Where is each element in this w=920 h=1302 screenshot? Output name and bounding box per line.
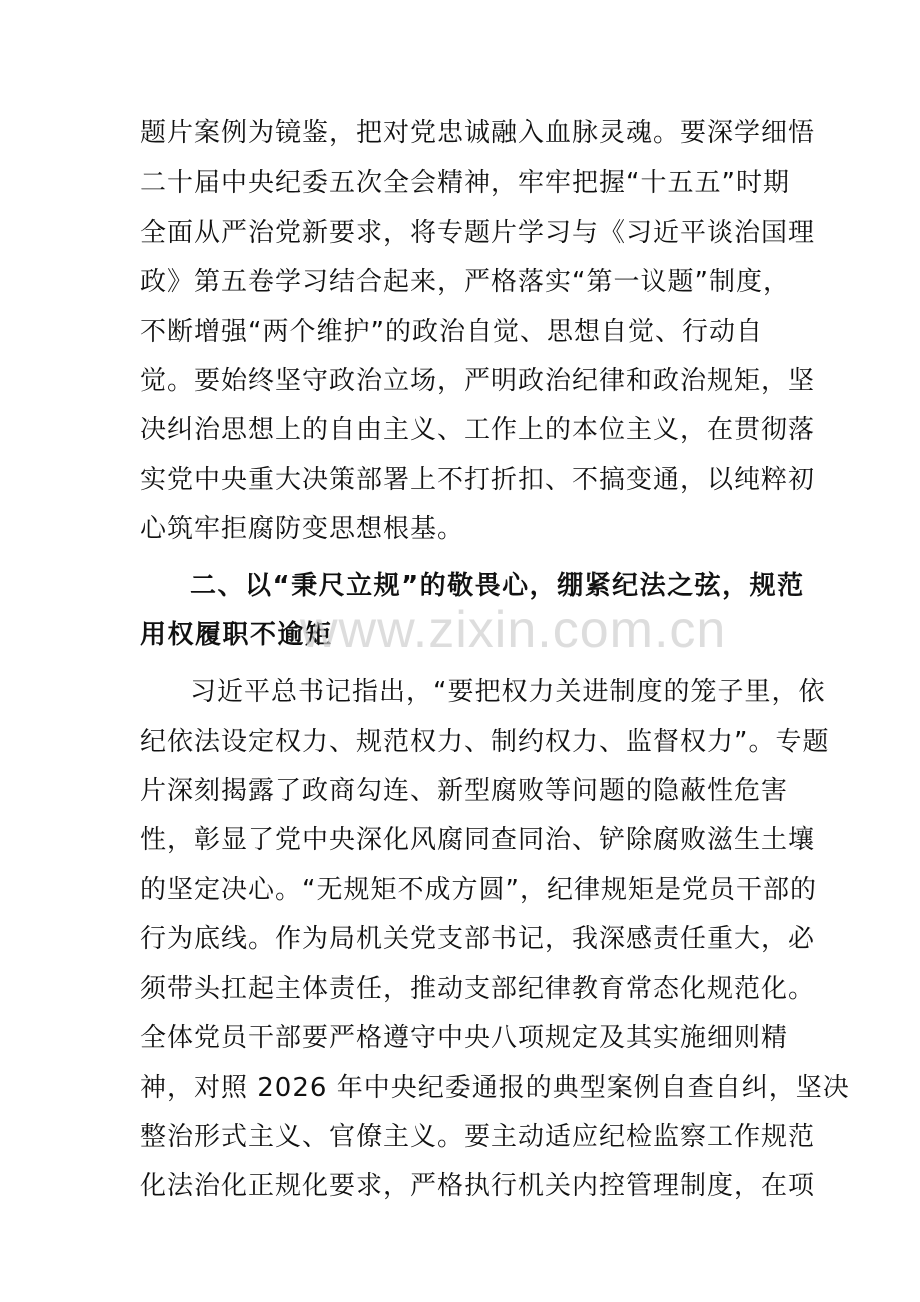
section-heading-line-1: 二、以“秉尺立规”的敬畏心，绷紧纪法之弦，规范 — [190, 571, 805, 601]
section-heading-line-2: 用权履职不逾矩 — [140, 620, 333, 650]
body-text-line: 全面从严治党新要求，将专题片学习与《习近平谈治国理 — [140, 218, 816, 248]
body-text-line: 化法治化正规化要求，严格执行机关内控管理制度，在项 — [140, 1171, 816, 1201]
body-text-line: 片深刻揭露了政商勾连、新型腐败等问题的隐蔽性危害 — [140, 776, 789, 806]
body-text-line: 全体党员干部要严格遵守中央八项规定及其实施细则精 — [140, 1023, 789, 1053]
body-text-line: 觉。要始终坚守政治立场，严明政治纪律和政治规矩，坚 — [140, 366, 816, 396]
body-text-line: 行为底线。作为局机关党支部书记，我深感责任重大，必 — [140, 924, 816, 954]
body-text-line: 纪依法设定权力、规范权力、制约权力、监督权力”。专题 — [140, 727, 830, 757]
body-text-line: 神，对照 2026 年中央纪委通报的典型案例自查自纠，坚决 — [140, 1073, 850, 1103]
body-text-line: 须带头扛起主体责任，推动支部纪律教育常态化规范化。 — [140, 974, 816, 1004]
watermark-text: www.zixin.com.cn — [300, 601, 727, 659]
body-text-line: 的坚定决心。“无规矩不成方圆”，纪律规矩是党员干部的 — [140, 875, 817, 905]
body-text-line: 决纠治思想上的自由主义、工作上的本位主义，在贯彻落 — [140, 415, 816, 445]
paragraph-first-line: 习近平总书记指出，“要把权力关进制度的笼子里，依 — [190, 677, 826, 707]
body-text-line: 不断增强“两个维护”的政治自觉、思想自觉、行动自 — [140, 317, 763, 347]
body-text-line: 性，彰显了党中央深化风腐同查同治、铲除腐败滋生土壤 — [140, 825, 816, 855]
body-text-line: 实党中央重大决策部署上不打折扣、不搞变通，以纯粹初 — [140, 465, 816, 495]
body-text-line: 心筑牢拒腐防变思想根基。 — [140, 514, 465, 544]
body-text-line: 题片案例为镜鉴，把对党忠诚融入血脉灵魂。要深学细悟 — [140, 118, 816, 148]
body-text-line: 政》第五卷学习结合起来，严格落实“第一议题”制度， — [140, 267, 790, 297]
body-text-line: 整治形式主义、官僚主义。要主动适应纪检监察工作规范 — [140, 1122, 816, 1152]
body-text-line: 二十届中央纪委五次全会精神，牢牢把握“十五五”时期 — [140, 168, 790, 198]
